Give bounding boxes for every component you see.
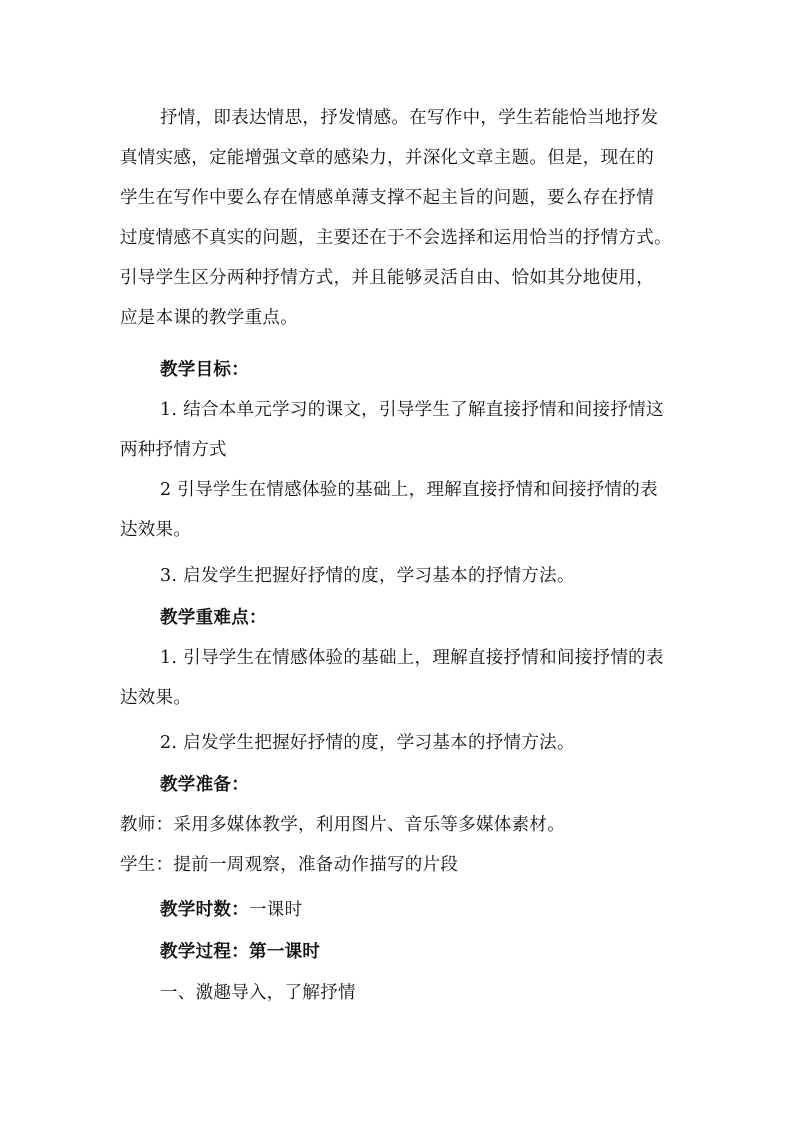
intro-line-6: 应是本课的教学重点。 [120, 308, 298, 328]
difficulty-1-line-1: 1. 引导学生在情感体验的基础上，理解直接抒情和间接抒情的表 [160, 648, 664, 668]
teacher-preparation: 教师：采用多媒体教学，利用图片、音乐等多媒体素材。 [120, 815, 565, 835]
difficulty-2: 2. 启发学生把握好抒情的度，学习基本的抒情方法。 [160, 733, 575, 753]
objective-2-line-1: 2 引导学生在情感体验的基础上，理解直接抒情和间接抒情的表 [160, 480, 658, 500]
teaching-hours [160, 898, 302, 922]
intro-line-4: 过度情感不真实的问题，主要还在于不会选择和运用恰当的抒情方式。 [120, 228, 672, 248]
objective-3: 3. 启发学生把握好抒情的度，学习基本的抒情方法。 [160, 566, 575, 586]
process-heading: 教学过程：第一课时 [160, 942, 321, 962]
intro-line-5: 引导学生区分两种抒情方式，并且能够灵活自由、恰如其分地使用， [120, 268, 654, 288]
difficulty-heading: 教学重难点： [160, 608, 267, 628]
intro-line-1: 抒情，即表达情思，抒发情感。在写作中，学生若能恰当地抒发 [160, 108, 659, 128]
difficulty-1-line-2: 达效果。 [120, 688, 192, 708]
teaching-hours-label: 教学时数： [160, 900, 249, 920]
objective-1-line-2: 两种抒情方式 [120, 440, 227, 460]
section-1-heading: 一、激趣导入，了解抒情 [160, 983, 356, 1003]
objectives-heading: 教学目标： [160, 360, 249, 380]
intro-line-2: 真情实感，定能增强文章的感染力，并深化文章主题。但是，现在的 [120, 148, 654, 168]
intro-line-3: 学生在写作中要么存在情感单薄支撑不起主旨的问题，要么存在抒情 [120, 188, 654, 208]
objective-2-line-2: 达效果。 [120, 520, 192, 540]
student-preparation: 学生：提前一周观察，准备动作描写的片段 [120, 855, 459, 875]
teaching-hours-value: 一课时 [249, 900, 303, 920]
preparation-heading: 教学准备： [160, 775, 249, 795]
objective-1-line-1: 1. 结合本单元学习的课文，引导学生了解直接抒情和间接抒情这 [160, 400, 664, 420]
